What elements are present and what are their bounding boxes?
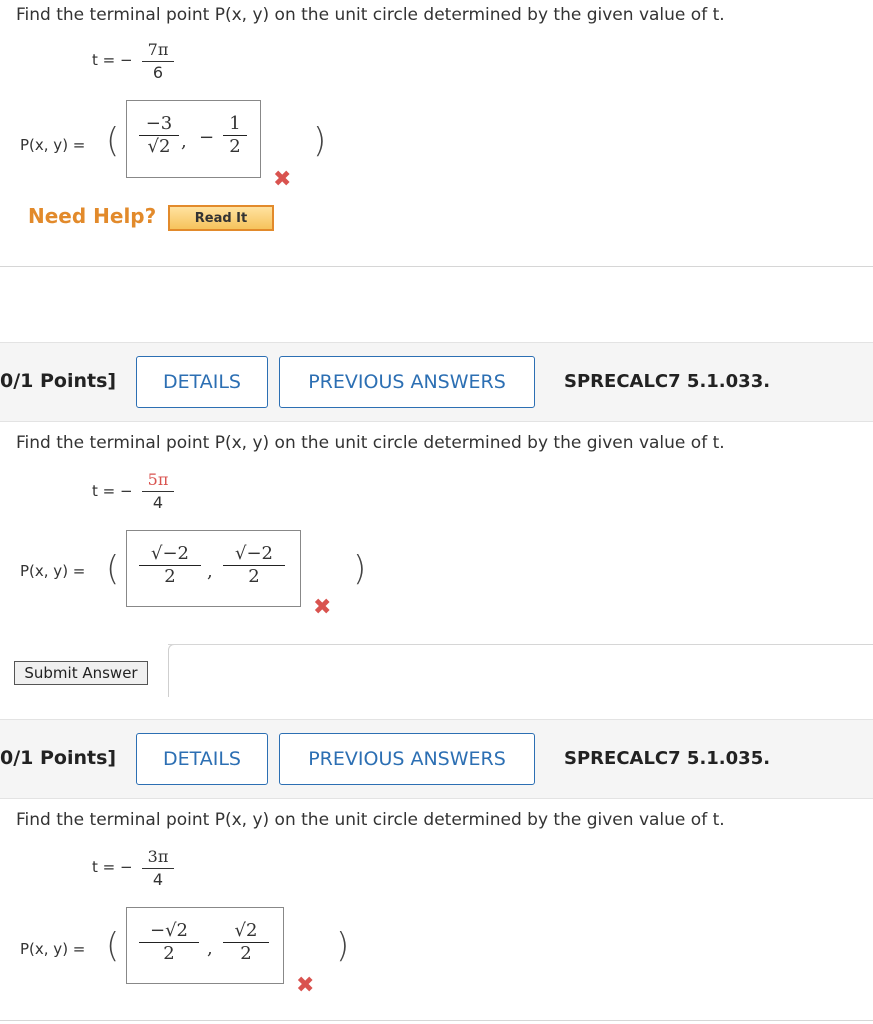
q2-answer-y [223, 543, 285, 588]
q3-answer-x [139, 920, 199, 965]
q3-reference: SPRECALC7 5.1.035. [564, 748, 771, 769]
divider [0, 266, 873, 267]
q3-t-label: t = − [92, 858, 133, 876]
q3-answer-y [223, 920, 269, 965]
q2-open-paren: ( [106, 549, 120, 589]
q2-answer-sep: , [207, 561, 213, 582]
q2-t-label: t = − [92, 482, 133, 500]
q3-answer-y-den: 2 [240, 943, 252, 964]
q2-t-fraction [142, 470, 174, 513]
q2-t-denominator: 4 [152, 493, 164, 512]
q3-answer-x-num: −√2 [149, 920, 188, 941]
q3-t-denominator: 4 [152, 870, 164, 889]
q3-incorrect-icon: ✖ [296, 973, 315, 998]
q1-open-paren: ( [106, 121, 120, 161]
q1-t-denominator: 6 [152, 63, 164, 82]
q2-answer-y-den: 2 [248, 566, 260, 587]
q2-answer-x-den: 2 [164, 566, 176, 587]
q3-t-numerator: 3π [147, 847, 169, 866]
q2-p-label: P(x, y) = [20, 562, 86, 580]
q3-answer-x-den: 2 [163, 943, 175, 964]
q1-answer-y-num: 1 [229, 113, 241, 134]
q2-close-paren: ) [353, 549, 367, 589]
q1-answer-minus: − [199, 127, 215, 148]
q2-prompt: Find the terminal point P(x, y) on the unit circle determined by the given value of t. [16, 433, 725, 453]
q1-answer-x-num: −3 [145, 113, 173, 134]
q1-answer-y-den: 2 [229, 136, 241, 157]
q3-t-fraction [142, 847, 174, 890]
q2-t-numerator: 5π [147, 470, 169, 489]
q2-answer-x [139, 543, 201, 588]
q1-t-label: t = − [92, 51, 133, 69]
q1-close-paren: ) [313, 121, 327, 161]
q1-answer-sep: , [181, 131, 187, 152]
q1-t-numerator: 7π [147, 40, 169, 59]
q2-answer-x-num: √−2 [150, 543, 189, 564]
q1-incorrect-icon: ✖ [273, 167, 292, 192]
q3-previous-answers-button[interactable]: PREVIOUS ANSWERS [279, 733, 535, 785]
q3-open-paren: ( [106, 926, 120, 966]
q2-points: 0/1 Points] [0, 370, 117, 392]
q1-answer-x-den: √2 [147, 136, 171, 157]
q2-answer-y-num: √−2 [234, 543, 273, 564]
q3-points: 0/1 Points] [0, 747, 117, 769]
q2-reference: SPRECALC7 5.1.033. [564, 371, 771, 392]
divider [0, 1020, 873, 1021]
divider [168, 644, 873, 645]
q3-p-label: P(x, y) = [20, 940, 86, 958]
q3-details-button[interactable]: DETAILS [136, 733, 268, 785]
q3-answer-box[interactable] [126, 907, 284, 984]
q1-p-label: P(x, y) = [20, 136, 86, 154]
q3-close-paren: ) [336, 926, 350, 966]
q1-answer-x [139, 113, 179, 158]
q2-answer-box[interactable] [126, 530, 301, 607]
q2-previous-answers-button[interactable]: PREVIOUS ANSWERS [279, 356, 535, 408]
q3-answer-sep: , [207, 938, 213, 959]
submit-answer-button[interactable]: Submit Answer [14, 661, 148, 685]
q3-answer-y-num: √2 [234, 920, 258, 941]
q2-incorrect-icon: ✖ [313, 595, 332, 620]
q2-submit-panel [168, 644, 873, 697]
q3-prompt: Find the terminal point P(x, y) on the unit circle determined by the given value of t. [16, 810, 725, 830]
q2-details-button[interactable]: DETAILS [136, 356, 268, 408]
q1-answer-y [223, 113, 247, 158]
q1-prompt: Find the terminal point P(x, y) on the unit circle determined by the given value of t. [16, 5, 725, 25]
q1-t-fraction [142, 40, 174, 83]
need-help-label: Need Help? [28, 204, 157, 228]
read-it-button[interactable]: Read It [168, 205, 274, 231]
q1-answer-box[interactable] [126, 100, 261, 178]
